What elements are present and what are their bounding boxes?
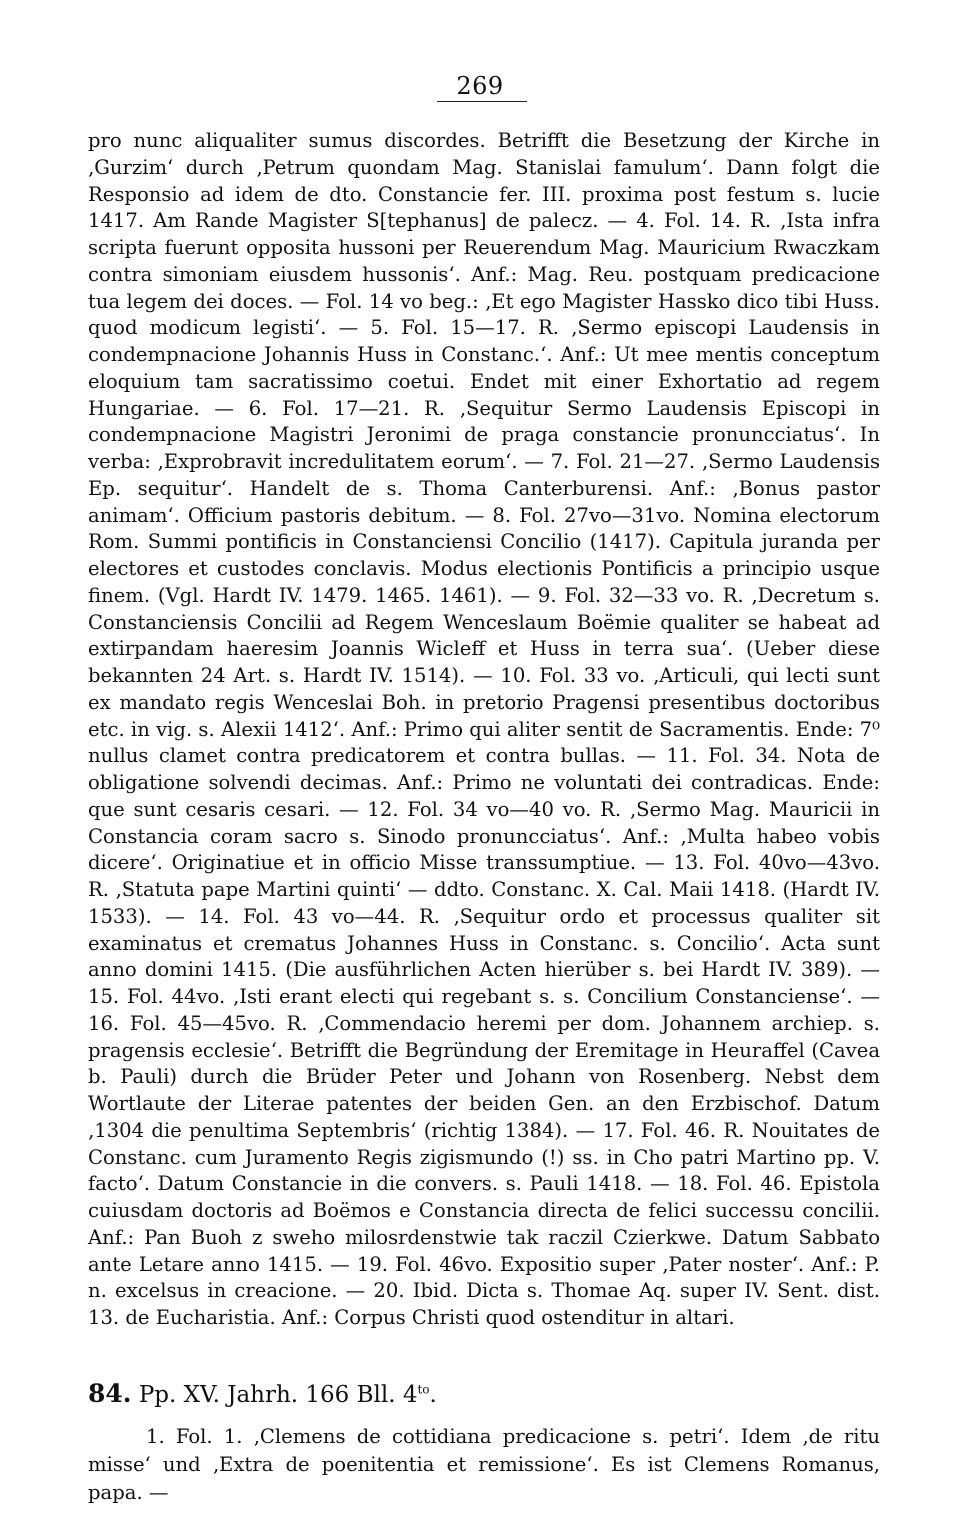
- entry-84-text: 1. Fol. 1. ‚Clemens de cottidiana predicacione s. petri‘. Idem ‚de ritu misse‘ und ‚Extra de poenitentia et remissione‘. Es ist Clemens Romanus, papa. —: [88, 1425, 880, 1504]
- entry-number: 84.: [88, 1379, 132, 1408]
- main-text-paragraph: pro nunc aliqualiter sumus discordes. Betrifft die Besetzung der Kirche in ‚Gurzim‘ durch ‚Petrum quondam Mag. Stanislai famulum‘. Dann folgt die Responsio ad idem de dto. Constancie fer. III. proxima post festum s. lucie 1417. Am Rande Magister S[tephanus] de palecz. — 4. Fol. 14. R. ‚Ista infra scripta fuerunt opposita hussoni per Reuerendum Mag. Mauricium Rwaczkam contra simoniam eiusdem hussonis‘. Anf.: Mag. Reu. postquam predicacione tua legem dei doces. — Fol. 14 vo beg.: ‚Et ego Magister Hassko dico tibi Huss. quod modicum legisti‘. — 5. Fol. 15—17. R. ‚Sermo episcopi Laudensis in condempnacione Johannis Huss in Constanc.‘. Anf.: Ut mee mentis conceptum eloquium tam sacratissimo coetui. Endet mit einer Exhortatio ad regem Hungariae. — 6. Fol. 17—21. R. ‚Sequitur Sermo Laudensis Episcopi in condempnacione Magistri Jeronimi de praga constancie pronuncciatus‘. In verba: ‚Exprobravit incredulitatem eorum‘. — 7. Fol. 21—27. ‚Sermo Laudensis Ep. sequitur‘. Handelt de s. Thoma Canterburensi. Anf.: ‚Bonus pastor animam‘. Officium pastoris debitum. — 8. Fol. 27vo—31vo. Nomina electorum Rom. Summi pontificis in Constanciensi Concilio (1417). Capitula juranda per electores et custodes conclavis. Modus electionis Pontificis a principio usque finem. (Vgl. Hardt IV. 1479. 1465. 1461). — 9. Fol. 32—33 vo. R. ‚Decretum s. Constanciensis Concilii ad Regem Wenceslaum Boëmie qualiter se habeat ad extirpandam haeresim Joannis Wicleff et Huss in terra sua‘. (Ueber diese bekannten 24 Art. s. Hardt IV. 1514). — 10. Fol. 33 vo. ‚Articuli, qui lecti sunt ex mandato regis Wenceslai Boh. in pretorio Pragensi presentibus doctoribus etc. in vig. s. Alexii 1412‘. Anf.: Primo qui aliter sentit de Sacramentis. Ende: 7⁰ nullus clamet contra predicatorem et contra bullas. — 11. Fol. 34. Nota de obligatione solvendi decimas. Anf.: Primo ne voluntati dei contradicas. Ende: que sunt cesaris cesari. — 12. Fol. 34 vo—40 vo. R. ‚Sermo Mag. Mauricii in Constancia coram sacro s. Sinodo pronuncciatus‘. Anf.: ‚Multa habeo vobis dicere‘. Originatiue et in officio Misse transsumptiue. — 13. Fol. 40vo—43vo. R. ‚Statuta pape Martini quinti‘ — ddto. Constanc. X. Cal. Maii 1418. (Hardt IV. 1533). — 14. Fol. 43 vo—44. R. ‚Sequitur ordo et processus qualiter sit examinatus et crematus Johannes Huss in Constanc. s. Concilio‘. Acta sunt anno domini 1415. (Die ausführlichen Acten hierüber s. bei Hardt IV. 389). — 15. Fol. 44vo. ‚Isti erant electi qui regebant s. s. Concilium Constanciense‘. — 16. Fol. 45—45vo. R. ‚Commendacio heremi per dom. Johannem archiep. s. pragensis ecclesie‘. Betrifft die Begründung der Eremitage in Heuraffel (Cavea b. Pauli) durch die Brüder Peter und Johann von Rosenberg. Nebst dem Wortlaute der Literae patentes der beiden Gen. an den Erzbischof. Datum ‚1304 die penultima Septembris‘ (richtig 1384). — 17. Fol. 46. R. Nouitates de Constanc. cum Juramento Regis zigismundo (!) ss. in Cho patri Martino pp. V. facto‘. Datum Constancie in die convers. s. Pauli 1418. — 18. Fol. 46. Epistola cuiusdam doctoris ad Boëmos e Constancia directa de felici successu concilii. Anf.: Pan Buoh z sweho milosrdenstwie tak raczil Czierkwe. Datum Sabbato ante Letare anno 1415. — 19. Fol. 46vo. Expositio super ‚Pater noster‘. Anf.: P. n. excelsus in creacione. — 20. Ibid. Dicta s. Thomae Aq. super IV. Sent. dist. 13. de Eucharistia. Anf.: Corpus Christi quod ostenditur in altari.: [88, 129, 880, 1329]
- entry-84-heading: [88, 1380, 880, 1409]
- page-number-rule: [437, 101, 527, 102]
- page-number: 269: [456, 72, 504, 100]
- entry-heading-text: Pp. XV. Jahrh. 166 Bll. 4: [138, 1382, 418, 1408]
- entry-heading-end: .: [429, 1382, 437, 1408]
- main-text-block: [88, 128, 880, 1332]
- entry-heading-superscript: to: [417, 1382, 430, 1397]
